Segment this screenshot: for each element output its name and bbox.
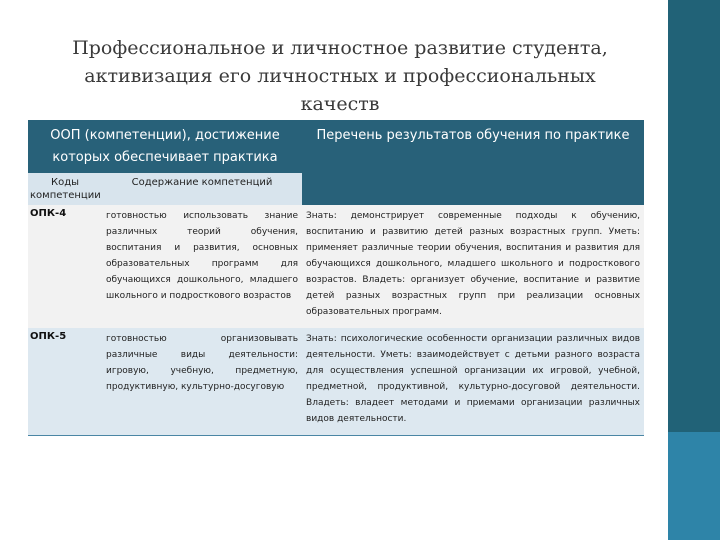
- right-bar-accent: [668, 432, 720, 540]
- row-results: Знать: психологические особенности организации различных видов деятельности. Уметь: взаимодействует с детьми разного возраста для осуществления успешной организации их игровой, учебной, предметной, продуктивной, культурно-досуговой деятельности. Владеть: владеет методами и приемами организации различных видов деятельности.: [302, 328, 644, 436]
- header-learning-results: Перечень результатов обучения по практике: [302, 120, 644, 205]
- title-line-1: Профессиональное и личностное развитие студента,: [72, 37, 608, 59]
- subheader-content: Содержание компетенций: [102, 173, 302, 205]
- row-code: ОПК-5: [28, 328, 102, 436]
- competencies-table: [28, 120, 644, 436]
- title-line-3: качеств: [300, 93, 380, 115]
- title-line-2: активизация его личностных и профессиональных: [84, 65, 596, 87]
- row-content: готовностью организовывать различные виды деятельности: игровую, учебную, предметную, продуктивную, культурно-досуговую: [102, 328, 302, 436]
- row-code: ОПК-4: [28, 205, 102, 328]
- table-row: [28, 328, 644, 436]
- slide-title: [40, 34, 640, 118]
- header-competencies: ООП (компетенции), достижение которых обеспечивает практика: [28, 120, 302, 173]
- subheader-codes: Коды компетенции: [28, 173, 102, 205]
- table-header-row: [28, 120, 644, 173]
- row-results: Знать: демонстрирует современные подходы к обучению, воспитанию и развитию детей разных возрастных групп. Уметь: применяет различные теории обучения, воспитания и развития для обучающихся дошкольного, младшего школьного и подросткового возрастов. Владеть: организует обучение, воспитание и развитие детей разных возрастных групп при реализации основных образовательных программ.: [302, 205, 644, 328]
- table-row: [28, 205, 644, 328]
- right-decorative-bar: [668, 0, 720, 540]
- row-content: готовностью использовать знание различных теорий обучения, воспитания и развития, основных образовательных программ для обучающихся дошкольного, младшего школьного и подросткового возрастов: [102, 205, 302, 328]
